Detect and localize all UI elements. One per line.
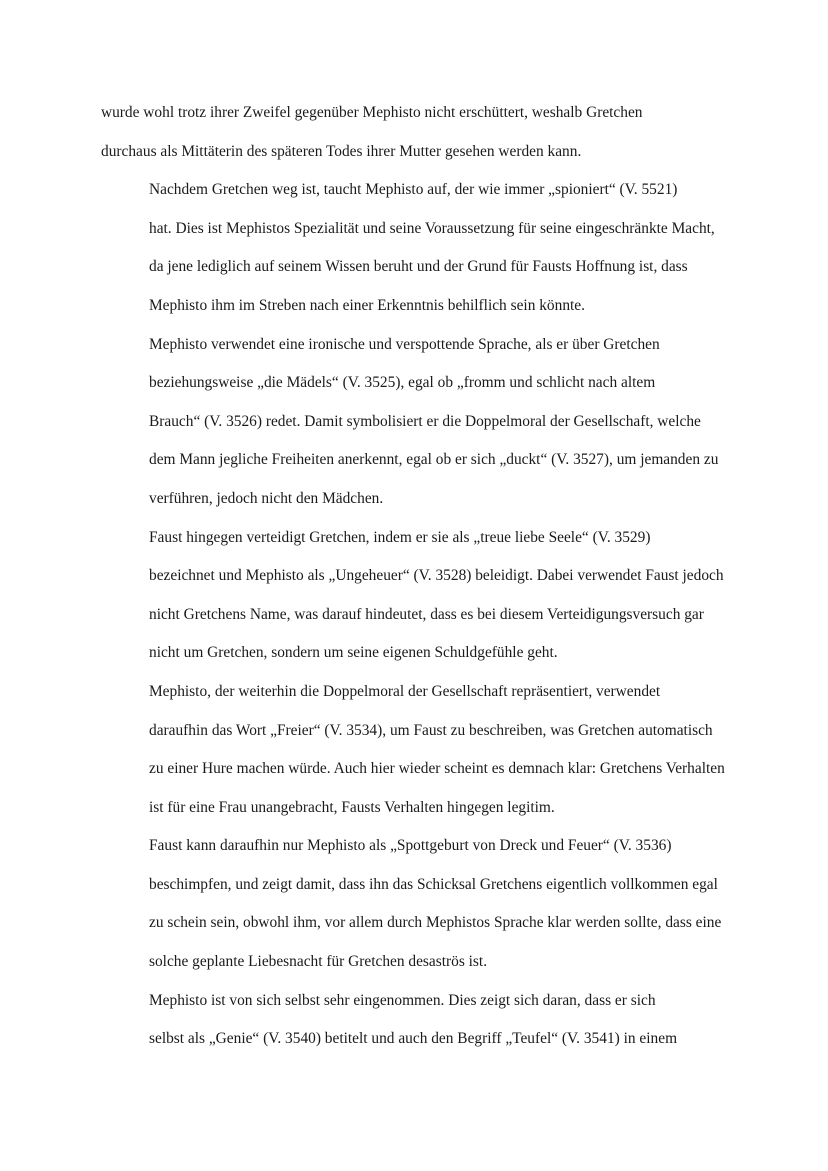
text-line: da jene lediglich auf seinem Wissen beruht und der Grund für Fausts Hoffnung ist, dass: [149, 258, 688, 276]
text-line: Mephisto, der weiterhin die Doppelmoral der Gesellschaft repräsentiert, verwendet: [149, 682, 661, 700]
text-line: Faust hingegen verteidigt Gretchen, indem er sie als „treue liebe Seele“ (V. 3529): [149, 528, 651, 546]
text-line: Faust kann daraufhin nur Mephisto als „Spottgeburt von Dreck und Feuer“ (V. 3536): [149, 837, 672, 855]
text-line: Brauch“ (V. 3526) redet. Damit symbolisiert er die Doppelmoral der Gesellschaft, welche: [149, 412, 701, 430]
text-line: durchaus als Mittäterin des späteren Todes ihrer Mutter gesehen werden kann.: [101, 142, 582, 160]
text-line: hat. Dies ist Mephistos Spezialität und seine Voraussetzung für seine eingeschränkte Macht,: [149, 219, 715, 237]
text-line: Mephisto ihm im Streben nach einer Erkenntnis behilflich sein könnte.: [149, 296, 585, 314]
text-line: verführen, jedoch nicht den Mädchen.: [149, 489, 384, 507]
text-line: bezeichnet und Mephisto als „Ungeheuer“ (V. 3528) beleidigt. Dabei verwendet Faust jedoch: [149, 567, 724, 585]
paragraph: [101, 673, 731, 827]
paragraph: [101, 982, 731, 1059]
paragraph: [101, 519, 731, 673]
text-line: Mephisto ist von sich selbst sehr eingenommen. Dies zeigt sich daran, dass er sich: [149, 991, 656, 1009]
text-line: solche geplante Liebesnacht für Gretchen desaströs ist.: [149, 953, 488, 971]
text-line: Mephisto verwendet eine ironische und verspottende Sprache, als er über Gretchen: [149, 335, 660, 353]
document-body: [101, 94, 731, 1059]
text-line: nicht um Gretchen, sondern um seine eigenen Schuldgefühle geht.: [149, 644, 558, 662]
text-line: daraufhin das Wort „Freier“ (V. 3534), um Faust zu beschreiben, was Gretchen automatisch: [149, 721, 713, 739]
text-line: dem Mann jegliche Freiheiten anerkennt, egal ob er sich „duckt“ (V. 3527), um jemanden zu: [149, 451, 719, 469]
text-line: ist für eine Frau unangebracht, Fausts Verhalten hingegen legitim.: [149, 798, 555, 816]
text-line: Nachdem Gretchen weg ist, taucht Mephisto auf, der wie immer „spioniert“ (V. 5521): [149, 181, 678, 199]
text-line: selbst als „Genie“ (V. 3540) betitelt und auch den Begriff „Teufel“ (V. 3541) in einem: [149, 1030, 678, 1048]
text-line: beschimpfen, und zeigt damit, dass ihn das Schicksal Gretchens eigentlich vollkommen egal: [149, 875, 718, 893]
text-line: wurde wohl trotz ihrer Zweifel gegenüber Mephisto nicht erschüttert, weshalb Gretchen: [101, 104, 643, 121]
text-line: zu einer Hure machen würde. Auch hier wieder scheint es demnach klar: Gretchens Verhalten: [149, 760, 725, 778]
text-line: beziehungsweise „die Mädels“ (V. 3525), egal ob „fromm und schlicht nach altem: [149, 374, 656, 392]
paragraph: [101, 326, 731, 519]
paragraph: [101, 827, 731, 981]
paragraph: [101, 94, 731, 171]
text-line: nicht Gretchens Name, was darauf hindeutet, dass es bei diesem Verteidigungsversuch gar: [149, 605, 704, 623]
paragraph: [101, 171, 731, 325]
text-line: zu schein sein, obwohl ihm, vor allem durch Mephistos Sprache klar werden sollte, dass eine: [149, 914, 722, 932]
